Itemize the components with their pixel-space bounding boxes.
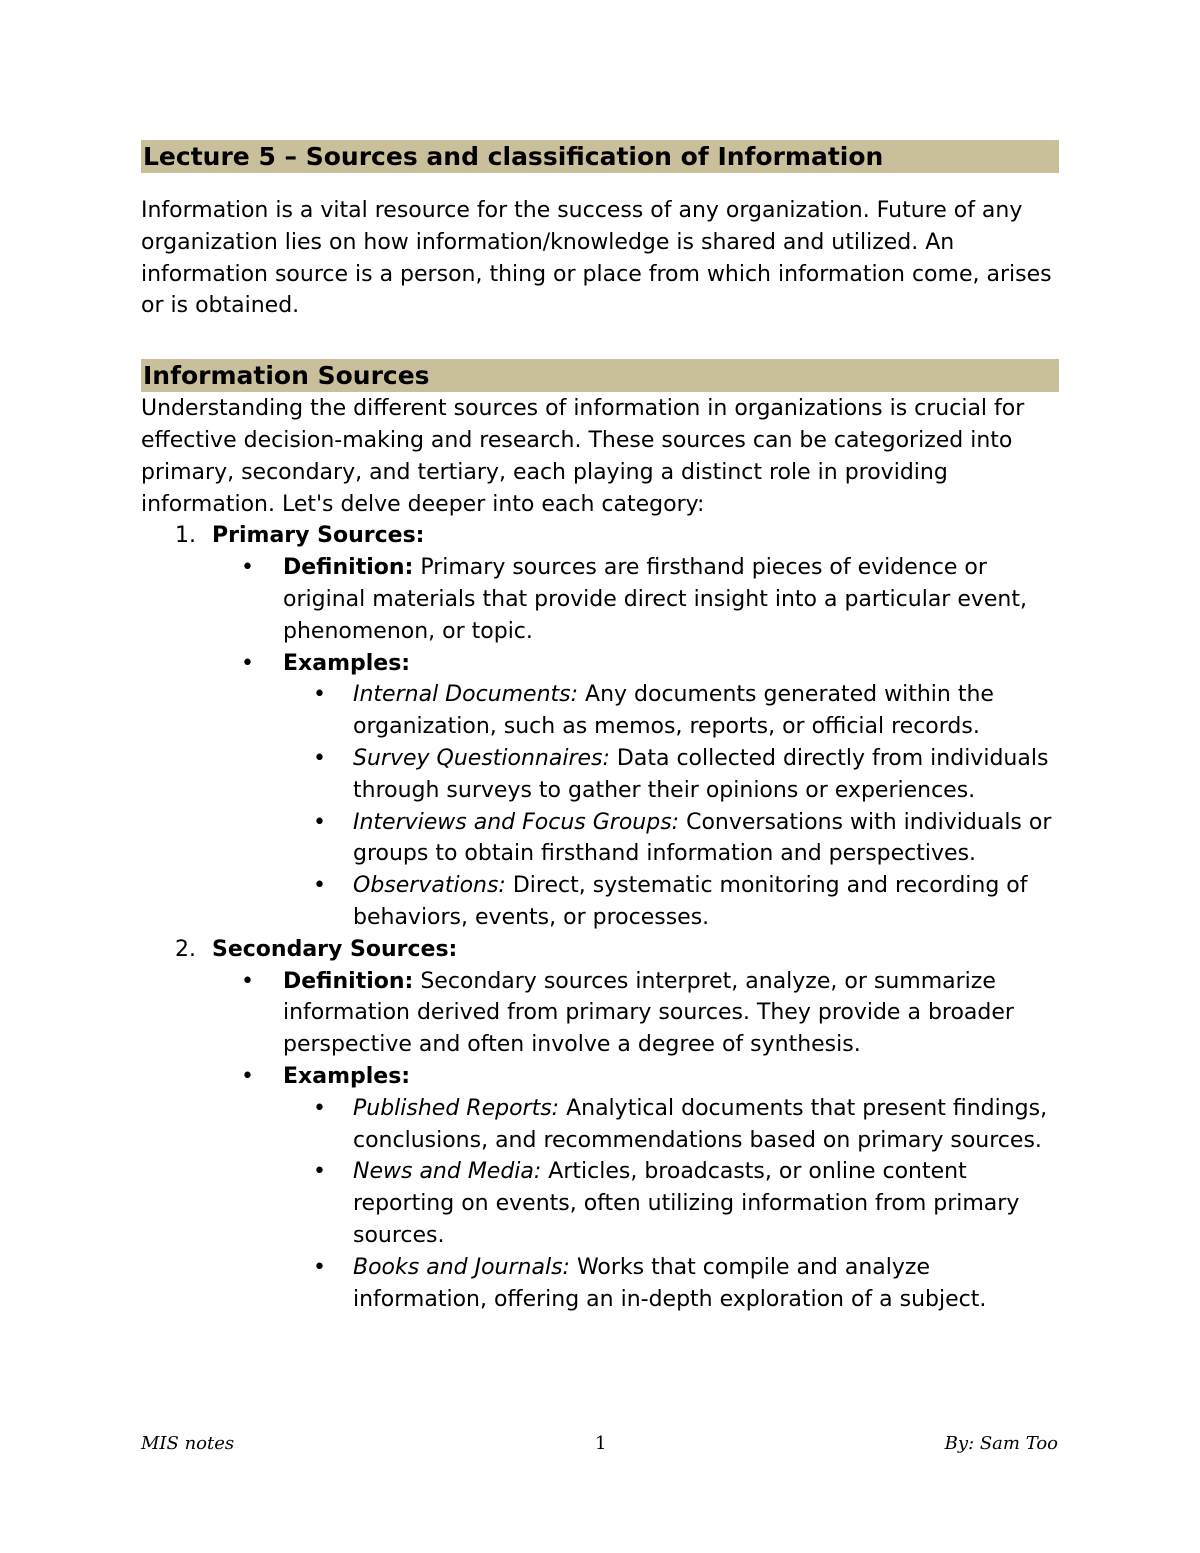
example-text: Direct, systematic monitoring and recording of behaviors, events, or processes.: [353, 873, 1028, 930]
example-text: Works that compile and analyze information, offering an in-depth exploration of a subject.: [353, 1254, 987, 1312]
footer-left: MIS notes: [141, 1433, 235, 1454]
definition-text: Secondary sources interpret, analyze, or summarize information derived from primary sources. They provide a broader perspective and often involve a degree of synthesis.: [283, 968, 1014, 1058]
example-text: Data collected directly from individuals through surveys to gather their opinions or experiences.: [353, 745, 1049, 803]
sub-list: [212, 552, 1059, 934]
example-item: [141, 1156, 1059, 1251]
intro-paragraph: Information is a vital resource for the success of any organization. Future of any organization lies on how information/knowledge is shared and utilized. An information source is a person, thing or place from which information come, arises or is obtained.: [141, 198, 1052, 319]
example-item: [141, 807, 1059, 871]
examples-list: [283, 679, 1059, 933]
bullet-icon: •: [313, 1095, 326, 1121]
sub-list: [212, 966, 1059, 1316]
examples-label: Examples:: [283, 1063, 411, 1089]
example-term: News and Media:: [353, 1159, 542, 1185]
example-item: [141, 870, 1059, 934]
list-item-primary-sources: [141, 520, 1059, 933]
example-term: Books and Journals:: [353, 1254, 570, 1280]
section-paragraph: Understanding the different sources of information in organizations is crucial for effective decision-making and research. These sources can be categorized into primary, secondary, and tertiary, each playing a distinct role in providing information. Let's delve deeper into each category:: [141, 396, 1025, 517]
page-content: [141, 140, 1059, 1315]
bullet-icon: •: [313, 682, 326, 708]
example-item: [141, 1093, 1059, 1157]
example-term: Interviews and Focus Groups:: [353, 809, 680, 835]
definition-label: Definition:: [283, 555, 414, 581]
sources-list: [141, 520, 1059, 1315]
examples-list: [283, 1093, 1059, 1316]
definition-label: Definition:: [283, 968, 414, 994]
list-number: 1.: [175, 523, 196, 549]
list-number: 2.: [175, 936, 196, 962]
bullet-icon: •: [313, 809, 326, 835]
example-item: [141, 743, 1059, 807]
list-item-secondary-sources: [141, 934, 1059, 1316]
example-term: Observations:: [353, 873, 506, 899]
example-term: Published Reports:: [353, 1095, 560, 1121]
bullet-icon: •: [313, 745, 326, 771]
example-text: Conversations with individuals or groups to obtain firsthand information and perspectives.: [353, 809, 1052, 867]
bullet-icon: •: [313, 1159, 326, 1185]
bullet-icon: •: [241, 555, 254, 581]
footer-author: By: Sam Too: [944, 1433, 1058, 1454]
examples-item: [141, 1061, 1059, 1315]
list-item-title: Primary Sources:: [212, 523, 425, 549]
examples-item: [141, 648, 1059, 934]
bullet-icon: •: [241, 1063, 254, 1089]
definition-item: [141, 966, 1059, 1061]
definition-text: Primary sources are firsthand pieces of evidence or original materials that provide direct insight into a particular event, phenomenon, or topic.: [283, 555, 1027, 644]
example-item: [141, 679, 1059, 743]
bullet-icon: •: [241, 968, 254, 994]
bullet-icon: •: [241, 650, 254, 676]
page-number: 1: [595, 1433, 607, 1454]
bullet-icon: •: [313, 873, 326, 899]
example-item: [141, 1252, 1059, 1316]
example-text: Analytical documents that present findings, conclusions, and recommendations based on primary sources.: [353, 1095, 1048, 1153]
examples-label: Examples:: [283, 650, 411, 676]
list-item-title: Secondary Sources:: [212, 936, 458, 962]
example-term: Internal Documents:: [353, 682, 579, 708]
definition-item: [141, 552, 1059, 647]
page-title: Lecture 5 – Sources and classification of Information: [141, 140, 1059, 173]
bullet-icon: •: [313, 1254, 326, 1280]
example-text: Any documents generated within the organization, such as memos, reports, or official records.: [353, 682, 994, 740]
section-heading: Information Sources: [141, 359, 1059, 392]
example-term: Survey Questionnaires:: [353, 745, 610, 771]
example-text: Articles, broadcasts, or online content reporting on events, often utilizing information from primary sources.: [353, 1159, 1020, 1248]
